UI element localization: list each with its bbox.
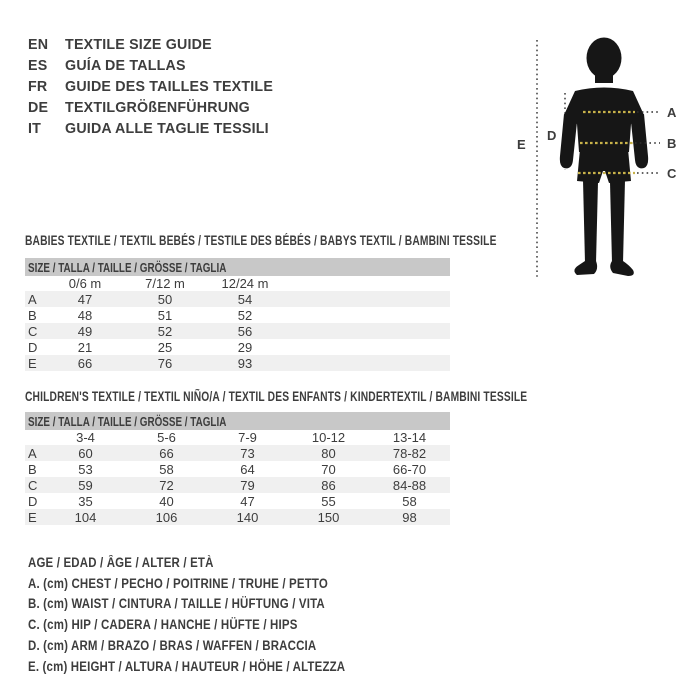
language-code: IT — [28, 120, 42, 137]
column-header: 7-9 — [238, 430, 257, 445]
legend-line-height: E. (cm) HEIGHT / ALTURA / HAUTEUR / HÖHE / ALTEZZA — [28, 658, 346, 674]
legend-line-arm: D. (cm) ARM / BRAZO / BRAS / WAFFEN / BRACCIA — [28, 638, 317, 654]
cell-value: 72 — [159, 477, 174, 493]
cell-value: 52 — [157, 323, 173, 339]
cell-value: 66-70 — [392, 461, 427, 477]
cell-value: 48 — [77, 307, 93, 323]
language-title: GUIDE DES TAILLES TEXTILE — [65, 78, 274, 95]
row-label: D — [28, 493, 38, 509]
language-code: ES — [28, 57, 48, 74]
row-label: D — [28, 339, 38, 355]
cell-value: 98 — [402, 509, 417, 525]
cell-value: 86 — [321, 477, 336, 493]
row-label: C — [28, 477, 38, 493]
cell-value: 80 — [321, 445, 336, 461]
column-header: 0/6 m — [68, 276, 102, 291]
language-row-de — [28, 97, 286, 118]
language-row-fr — [28, 76, 286, 97]
cell-value: 50 — [157, 291, 173, 307]
row-label: E — [28, 509, 37, 525]
cell-value: 66 — [77, 355, 93, 371]
legend-line-hip: C. (cm) HIP / CADERA / HANCHE / HÜFTE / HIPS — [28, 617, 298, 633]
children-column-header-row — [25, 430, 450, 445]
table-row — [25, 307, 450, 323]
cell-value: 29 — [237, 339, 253, 355]
table-row — [25, 445, 450, 461]
table-row — [25, 291, 450, 307]
cell-value: 106 — [155, 509, 178, 525]
cell-value: 25 — [157, 339, 173, 355]
language-code: DE — [28, 99, 49, 116]
cell-value: 52 — [237, 307, 253, 323]
language-title: GUÍA DE TALLAS — [65, 57, 186, 74]
children-size-header-bar: SIZE / TALLA / TAILLE / GRÖSSE / TAGLIA — [25, 412, 450, 430]
figure-label-e: E — [517, 137, 526, 152]
babies-section-title: BABIES TEXTILE / TEXTIL BEBÉS / TESTILE DES BÉBÉS / BABYS TEXTIL / BAMBINI TESSILE — [25, 233, 497, 248]
table-row — [25, 461, 450, 477]
cell-value: 84-88 — [392, 477, 427, 493]
row-label: A — [28, 445, 37, 461]
cell-value: 40 — [159, 493, 174, 509]
column-header: 12/24 m — [221, 276, 269, 291]
cell-value: 93 — [237, 355, 253, 371]
language-code: EN — [28, 36, 49, 53]
column-header: 10-12 — [311, 430, 346, 445]
cell-value: 51 — [157, 307, 173, 323]
cell-value: 58 — [402, 493, 417, 509]
language-title: TEXTILGRÖßENFÜHRUNG — [65, 99, 250, 116]
measurement-figure — [495, 25, 700, 290]
cell-value: 79 — [240, 477, 255, 493]
table-row — [25, 339, 450, 355]
figure-label-c: C — [667, 166, 677, 181]
cell-value: 150 — [317, 509, 340, 525]
boy-silhouette-diagram — [495, 25, 700, 290]
cell-value: 53 — [78, 461, 93, 477]
cell-value: 78-82 — [392, 445, 427, 461]
cell-value: 104 — [74, 509, 97, 525]
children-size-table — [25, 412, 450, 525]
language-title-block — [28, 34, 286, 139]
legend-line-chest: A. (cm) CHEST / PECHO / POITRINE / TRUHE / PETTO — [28, 575, 328, 591]
cell-value: 54 — [237, 291, 253, 307]
cell-value: 47 — [77, 291, 93, 307]
cell-value: 59 — [78, 477, 93, 493]
table-row — [25, 509, 450, 525]
babies-column-header-row — [25, 276, 450, 291]
table-row — [25, 477, 450, 493]
row-label: B — [28, 461, 37, 477]
table-row — [25, 493, 450, 509]
cell-value: 21 — [77, 339, 93, 355]
children-section-title: CHILDREN'S TEXTILE / TEXTIL NIÑO/A / TEXTIL DES ENFANTS / KINDERTEXTIL / BAMBINI TESSILE — [25, 389, 528, 404]
figure-label-a: A — [667, 105, 677, 120]
babies-size-table — [25, 258, 450, 371]
column-header: 7/12 m — [145, 276, 185, 291]
cell-value: 70 — [321, 461, 336, 477]
babies-size-header-bar: SIZE / TALLA / TAILLE / GRÖSSE / TAGLIA — [25, 258, 450, 276]
cell-value: 64 — [240, 461, 255, 477]
cell-value: 76 — [157, 355, 173, 371]
figure-label-d: D — [547, 128, 557, 143]
language-row-it — [28, 118, 286, 139]
column-header: 13-14 — [392, 430, 427, 445]
table-row — [25, 323, 450, 339]
table-row — [25, 355, 450, 371]
figure-label-b: B — [667, 136, 677, 151]
cell-value: 60 — [78, 445, 93, 461]
cell-value: 66 — [159, 445, 174, 461]
cell-value: 56 — [237, 323, 253, 339]
cell-value: 140 — [236, 509, 259, 525]
cell-value: 55 — [321, 493, 336, 509]
cell-value: 73 — [240, 445, 255, 461]
row-label: B — [28, 307, 37, 323]
legend-line-age: AGE / EDAD / ÂGE / ALTER / ETÀ — [28, 554, 214, 570]
language-title: TEXTILE SIZE GUIDE — [65, 36, 212, 53]
language-row-es — [28, 55, 286, 76]
cell-value: 49 — [77, 323, 93, 339]
column-header: 3-4 — [76, 430, 95, 445]
cell-value: 58 — [159, 461, 174, 477]
row-label: C — [28, 323, 38, 339]
cell-value: 35 — [78, 493, 93, 509]
row-label: E — [28, 355, 37, 371]
legend-line-waist: B. (cm) WAIST / CINTURA / TAILLE / HÜFTUNG / VITA — [28, 596, 325, 612]
row-label: A — [28, 291, 37, 307]
column-header: 5-6 — [157, 430, 176, 445]
language-row-en — [28, 34, 286, 55]
language-title: GUIDA ALLE TAGLIE TESSILI — [65, 120, 269, 137]
cell-value: 47 — [240, 493, 255, 509]
measurement-legend — [28, 552, 401, 677]
language-code: FR — [28, 78, 48, 95]
